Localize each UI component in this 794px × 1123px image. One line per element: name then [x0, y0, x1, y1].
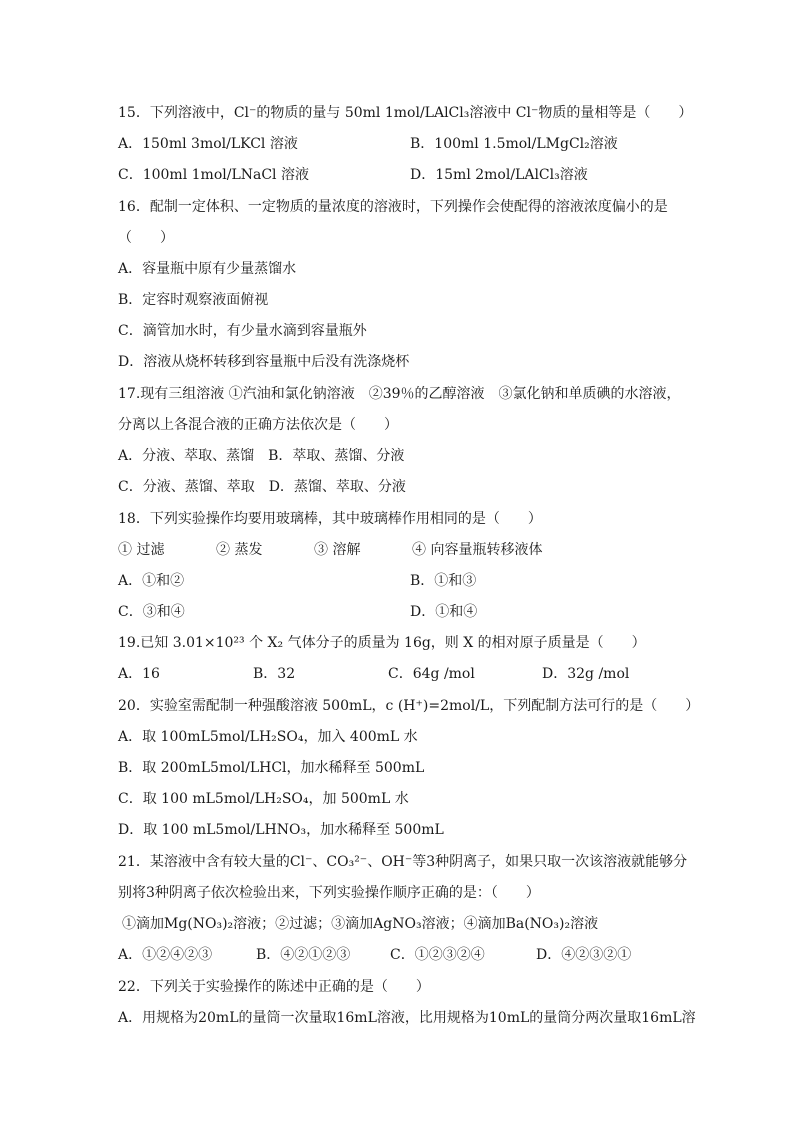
q19-stem: 19.已知 3.01×10²³ 个 X₂ 气体分子的质量为 16g，则 X 的相对原子质量是（ ） — [118, 635, 646, 651]
q20-option-a: A．取 100mL5mol/LH₂SO₄，加入 400mL 水 — [118, 729, 418, 745]
q18-item-4: ④ 向容量瓶转移液体 — [412, 542, 543, 558]
q21-option-c: C．①②③②④ — [390, 947, 485, 963]
q18-options-ab — [118, 572, 718, 590]
q18-option-d: D．①和④ — [410, 604, 478, 620]
q19-option-c: C．64g /mol — [388, 666, 475, 682]
q16-stem: 16．配制一定体积、一定物质的量浓度的溶液时，下列操作会使配得的溶液浓度偏小的是 — [118, 199, 668, 215]
q20-option-c: C．取 100 mL5mol/LH₂SO₄，加 500mL 水 — [118, 791, 409, 807]
q19-options — [118, 665, 718, 683]
q21-stem: 21．某溶液中含有较大量的Cl⁻、CO₃²⁻、OH⁻等3种阴离子，如果只取一次该溶液就能够分 — [118, 854, 688, 870]
q20-option-b: B．取 200mL5mol/LHCl，加水稀释至 500mL — [118, 760, 425, 776]
q18-item-1: ① 过滤 — [118, 542, 165, 558]
q16-option-c: C．滴管加水时，有少量水滴到容量瓶外 — [118, 323, 367, 339]
q18-options-cd — [118, 603, 718, 621]
q19-option-d: D．32g /mol — [542, 666, 630, 682]
q16-option-d: D．溶液从烧杯转移到容量瓶中后没有洗涤烧杯 — [118, 354, 410, 370]
q22-stem: 22．下列关于实验操作的陈述中正确的是（ ） — [118, 979, 430, 995]
q15-options-ab — [118, 135, 718, 153]
q18-stem: 18．下列实验操作均要用玻璃棒，其中玻璃棒作用相同的是（ ） — [118, 511, 542, 527]
q15-option-d: D．15ml 2mol/LAlCl₃溶液 — [410, 167, 588, 183]
q17-options-cd: C．分液、蒸馏、萃取 D．蒸馏、萃取、分液 — [118, 479, 406, 495]
q18-items — [118, 541, 718, 559]
q21-steps: ①滴加Mg(NO₃)₂溶液；②过滤；③滴加AgNO₃溶液；④滴加Ba(NO₃)₂溶液 — [122, 916, 599, 932]
q16-stem-cont: （ ） — [118, 230, 174, 246]
q21-stem-cont: 别将3种阴离子依次检验出来，下列实验操作顺序正确的是：（ ） — [118, 885, 540, 901]
q18-option-b: B．①和③ — [410, 573, 477, 589]
q15-option-a: A．150ml 3mol/LKCl 溶液 — [118, 136, 298, 152]
q15-options-cd — [118, 166, 718, 184]
q17-stem-cont: 分离以上各混合液的正确方法依次是（ ） — [118, 417, 398, 433]
q16-option-a: A．容量瓶中原有少量蒸馏水 — [118, 261, 297, 277]
q18-option-c: C．③和④ — [118, 604, 185, 620]
q18-item-2: ② 蒸发 — [216, 542, 263, 558]
q21-option-b: B．④②①②③ — [256, 947, 351, 963]
q21-option-a: A．①②④②③ — [118, 947, 213, 963]
q21-options — [118, 946, 718, 964]
q19-option-b: B．32 — [253, 666, 296, 682]
q15-option-b: B．100ml 1.5mol/LMgCl₂溶液 — [410, 136, 618, 152]
q18-item-3: ③ 溶解 — [314, 542, 361, 558]
q17-options-ab: A．分液、萃取、蒸馏 B．萃取、蒸馏、分液 — [118, 448, 405, 464]
q15-stem: 15．下列溶液中，Cl⁻的物质的量与 50ml 1mol/LAlCl₃溶液中 Cl⁻物质的量相等是（ ） — [118, 105, 693, 121]
q20-stem: 20．实验室需配制一种强酸溶液 500mL，c (H⁺)=2mol/L，下列配制方法可行的是（ ） — [118, 698, 700, 714]
q16-option-b: B．定容时观察液面俯视 — [118, 292, 269, 308]
q15-option-c: C．100ml 1mol/LNaCl 溶液 — [118, 167, 309, 183]
q21-option-d: D．④②③②① — [536, 947, 632, 963]
q22-option-a: A．用规格为20mL的量筒一次量取16mL溶液，比用规格为10mL的量筒分两次量取16mL溶 — [118, 1010, 696, 1026]
q17-stem: 17.现有三组溶液 ①汽油和氯化钠溶液 ②39％的乙醇溶液 ③氯化钠和单质碘的水溶液， — [118, 386, 681, 402]
q19-option-a: A．16 — [118, 666, 160, 682]
q20-option-d: D．取 100 mL5mol/LHNO₃，加水稀释至 500mL — [118, 822, 444, 838]
q18-option-a: A．①和② — [118, 573, 185, 589]
